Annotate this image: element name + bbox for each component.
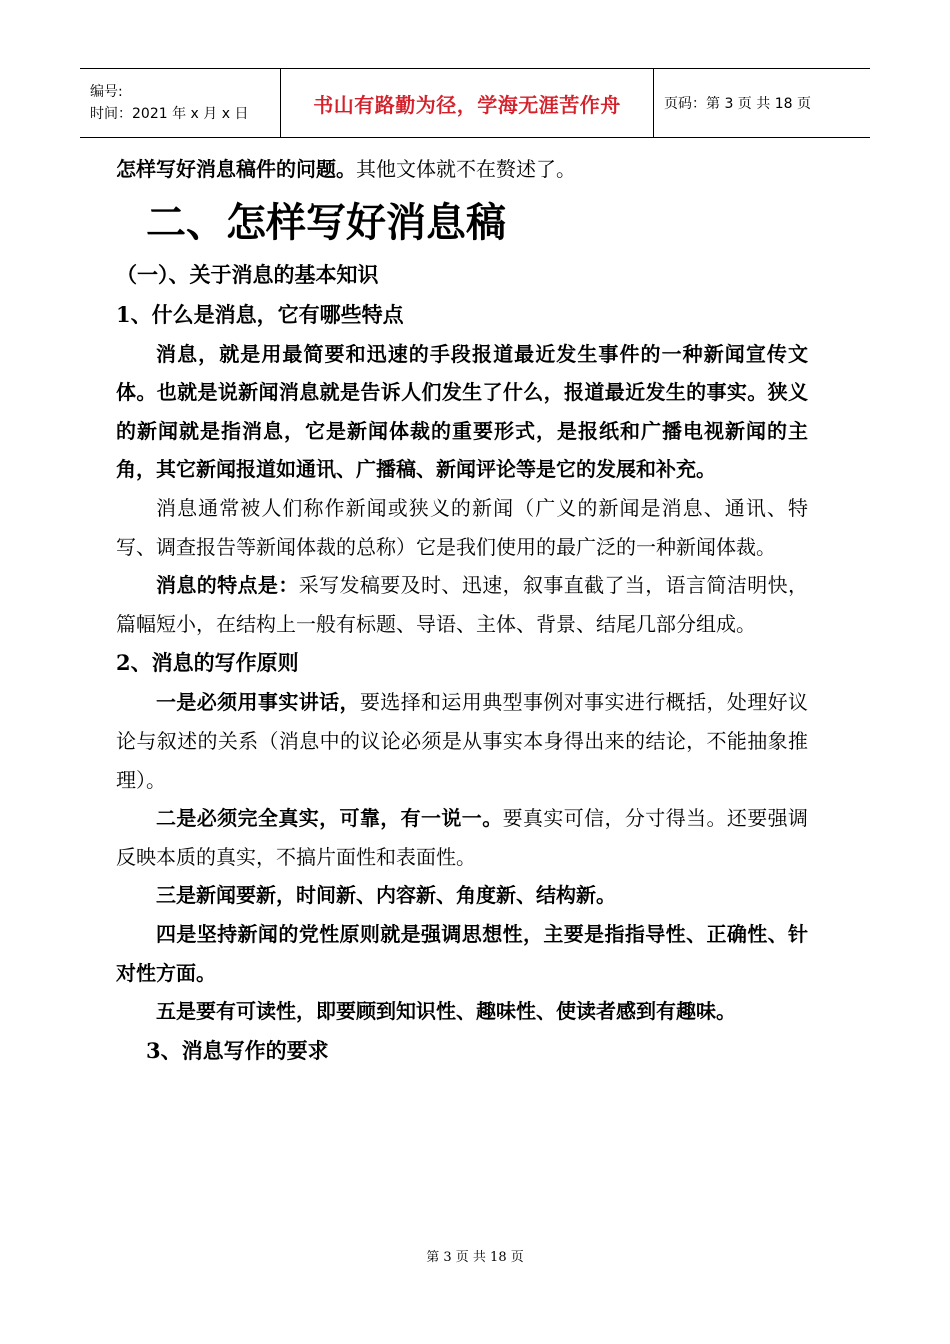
principle-1-text: 要选择和运用典型事例对事实进行概括，处理好议论与叙述的关系（消息中的议论必须是从事实本身得出来的结论，不能抽象推理）。 <box>116 690 809 792</box>
principle-1-lead: 一是必须用事实讲话， <box>156 690 360 715</box>
time-label: 时间：2021 年 x 月 x 日 <box>90 106 249 122</box>
header-right-cell <box>654 69 870 137</box>
page-info: 页码：第 3 页 共 18 页 <box>664 96 811 112</box>
continuation-bold: 怎样写好消息稿件的问题。 <box>116 157 356 181</box>
principle-2-lead: 二是必须完全真实，可靠，有一说一。 <box>156 806 503 831</box>
principle-5: 五是要有可读性，即要顾到知识性、趣味性、使读者感到有趣味。 <box>156 999 736 1024</box>
document-body <box>116 150 808 1071</box>
question-heading-2: 2、消息的写作原则 <box>116 650 299 676</box>
paragraph-definition: 消息，就是用最简要和迅速的手段报道最近发生事件的一种新闻宣传文体。也就是说新闻消息就是告诉人们发生了什么，报道最近发生的事实。狭义的新闻就是指消息，它是新闻体裁的重要形式，是报纸和广播电视新闻的主角，其它新闻报道如通讯、广播稿、新闻评论等是它的发展和补充。 <box>116 341 808 482</box>
subsection-heading: （一）、关于消息的基本知识 <box>116 261 379 287</box>
features-lead: 消息的特点是： <box>156 573 299 598</box>
paragraph-features <box>116 566 808 643</box>
question-heading-1: 1、什么是消息，它有哪些特点 <box>116 301 404 327</box>
document-header <box>80 68 870 138</box>
continuation-line <box>116 150 808 189</box>
header-motto: 书山有路勤为径，学海无涯苦作舟 <box>313 92 621 117</box>
principle-3: 三是新闻要新，时间新、内容新、角度新、结构新。 <box>156 883 616 908</box>
principle-2 <box>116 799 808 876</box>
section-title: 二、怎样写好消息稿 <box>146 199 506 246</box>
header-motto-cell <box>280 69 654 137</box>
number-label: 编号: <box>90 84 123 100</box>
principle-1 <box>116 683 808 799</box>
principle-4: 四是坚持新闻的党性原则就是强调思想性，主要是指指导性、正确性、针对性方面。 <box>116 921 808 985</box>
features-text: 采写发稿要及时、迅速，叙事直截了当，语言简洁明快，篇幅短小，在结构上一般有标题、导语、主体、背景、结尾几部分组成。 <box>116 573 809 636</box>
page-footer: 第 3 页 共 18 页 <box>426 1250 524 1265</box>
continuation-text: 其他文体就不在赘述了。 <box>356 157 576 181</box>
question-heading-3: 3、消息写作的要求 <box>146 1037 329 1063</box>
principle-2-text: 要真实可信，分寸得当。还要强调反映本质的真实，不搞片面性和表面性。 <box>116 806 809 869</box>
paragraph-narrow-news: 消息通常被人们称作新闻或狭义的新闻（广义的新闻是消息、通讯、特写、调查报告等新闻体裁的总称）它是我们使用的最广泛的一种新闻体裁。 <box>116 495 808 559</box>
header-left-cell <box>80 69 280 137</box>
